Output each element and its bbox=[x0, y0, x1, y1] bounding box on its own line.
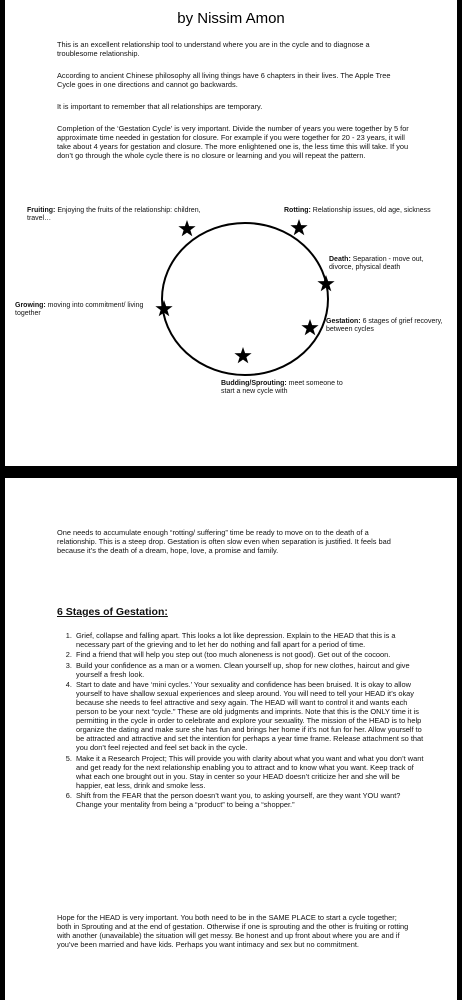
star-rotting bbox=[290, 219, 307, 235]
list-item: 4. Start to date and have ‘mini cycles.’ Your sexuality and confidence has been bruised. It is okay to allow yourself to have shallow sexual experiences and sleep around. You will need to tell your HEAD it’s okay because she needs to feel attractive and sexy again. The HEAD will want to control it and wants each person to be your next “cycle.” These are old judgments and imprints. Note that this is the ONLY time it is permitting in the cycle in order to celebrate and explore your sexuality. The mission of the HEAD is to help organize the dating and make sure she has fun and brings her home if it’s not fun for her. Allow yourself to be attracted and attractive and set the intention for perhaps a year time frame. Release attachment so that you don’t feel rejected and feel set back in the cycle. bbox=[74, 680, 426, 752]
label-fruiting bbox=[27, 207, 207, 224]
list-item: 5. Make it a Research Project; This will provide you with clarity about what you want and what you don’t want and get ready for the next relationship enabling you to attract and to know what you want. Keep track of what each one brought out in you. Stay in center so your HEAD doesn’t criticize her and she will be happier, eat less, drink and smoke less. bbox=[74, 754, 426, 790]
apple-tree-cycle-diagram bbox=[5, 198, 457, 408]
intro-paragraph-1: This is an excellent relationship tool to understand where you are in the cycle and to diagnose a troublesome relationship. bbox=[57, 40, 370, 58]
label-death bbox=[329, 256, 449, 273]
star-budding bbox=[234, 347, 251, 363]
label-budding bbox=[221, 380, 346, 397]
rotting-term: Rotting: bbox=[284, 207, 311, 214]
list-item: 3. Build your confidence as a man or a women. Clean yourself up, shop for new clothes, haircut and give yourself a fresh look. bbox=[74, 661, 426, 679]
stages-list bbox=[57, 631, 426, 810]
fruiting-term: Fruiting: bbox=[27, 207, 56, 214]
rotting-paragraph: One needs to accumulate enough “rotting/ suffering” time be ready to move on to the death of a relationship. This is a steep drop. Gestation is often slow even when separation is justified. It feels bad because it’s the death of a dream, hope, love, a promise and family. bbox=[57, 528, 391, 555]
cycle-stars bbox=[155, 219, 334, 363]
budding-desc: meet someone to start a new cycle with bbox=[221, 380, 343, 396]
list-item: 1. Grief, collapse and falling apart. This looks a lot like depression. Explain to the HEAD that this is a necessary part of the grieving and to let her do nothing and fall apart for a period of time. bbox=[74, 631, 426, 649]
stages-heading: 6 Stages of Gestation: bbox=[57, 606, 168, 618]
rotting-desc: Relationship issues, old age, sickness bbox=[310, 207, 431, 214]
growing-desc: moving into commitment/ living together bbox=[15, 302, 144, 318]
closing-paragraph: Hope for the HEAD is very important. You both need to be in the SAME PLACE to start a cycle together; both in Sprouting and at the end of gestation. Otherwise if one is sprouting and the other is fruiting or rotting with another (unavailable) the situation will get messy. Be honest and up front about where you are and if you’ve been married and have kids. Perhaps you want intimacy and sex but no commitment. bbox=[57, 913, 409, 949]
list-item: 6. Shift from the FEAR that the person doesn’t want you, to asking yourself, are they want YOU want? Change your mentality from being a “product” to being a “shopper.” bbox=[74, 791, 426, 809]
death-term: Death: bbox=[329, 256, 351, 263]
document-page-2 bbox=[5, 478, 457, 1000]
intro-paragraph-2: According to ancient Chinese philosophy all living things have 6 chapters in their lives. The Apple Tree Cycle goes in one directions and cannot go backwards. bbox=[57, 71, 391, 89]
fruiting-desc: Enjoying the fruits of the relationship: children, travel… bbox=[27, 207, 201, 223]
label-gestation bbox=[326, 318, 446, 335]
cycle-circle bbox=[162, 223, 328, 375]
document-page-1 bbox=[5, 0, 457, 466]
gestation-term: Gestation: bbox=[326, 318, 361, 325]
death-desc: Separation - move out, divorce, physical death bbox=[329, 256, 424, 272]
label-growing bbox=[15, 302, 160, 319]
budding-term: Budding/Sprouting: bbox=[221, 380, 287, 387]
list-item: 2. Find a friend that will help you step out (too much aloneness is not good). Get out of the cocoon. bbox=[74, 650, 426, 659]
author-byline: by Nissim Amon bbox=[177, 10, 285, 27]
star-death bbox=[317, 275, 334, 291]
label-rotting bbox=[284, 207, 457, 215]
intro-paragraph-3: It is important to remember that all relationships are temporary. bbox=[57, 102, 263, 111]
star-gestation bbox=[301, 319, 318, 335]
growing-term: Growing: bbox=[15, 302, 46, 309]
intro-paragraph-4: Completion of the ‘Gestation Cycle’ is very important. Divide the number of years you were together by 5 for approximate time needed in gestation for closure. For example if you were together for 20 - 23 years, it will take about 4 years for gestation and closure. The more enlightened one is, the less time this will take. If you don’t go through the whole cycle there is no closure or learning and you will repeat the pattern. bbox=[57, 124, 409, 160]
gestation-desc: 6 stages of grief recovery, between cycles bbox=[326, 318, 443, 334]
